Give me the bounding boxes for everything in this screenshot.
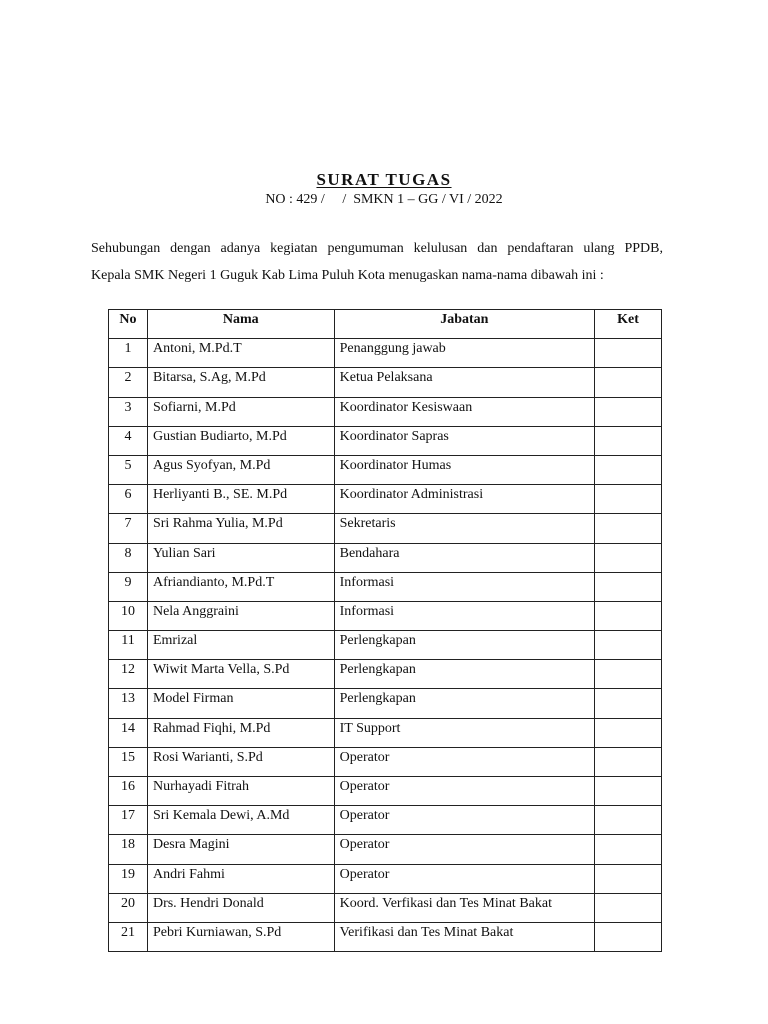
cell-jabatan: Koordinator Kesiswaan xyxy=(334,397,594,426)
table-row xyxy=(109,718,662,747)
cell-ket xyxy=(595,543,662,572)
cell-no: 5 xyxy=(109,455,148,484)
cell-nama: Andri Fahmi xyxy=(147,864,334,893)
table-row xyxy=(109,864,662,893)
cell-nama: Sofiarni, M.Pd xyxy=(147,397,334,426)
cell-nama: Afriandianto, M.Pd.T xyxy=(147,572,334,601)
header-no: No xyxy=(109,310,148,339)
table-header-row xyxy=(109,310,662,339)
cell-jabatan: Operator xyxy=(334,777,594,806)
assignment-table xyxy=(108,309,662,952)
cell-ket xyxy=(595,893,662,922)
table-row xyxy=(109,572,662,601)
cell-no: 14 xyxy=(109,718,148,747)
cell-jabatan: Informasi xyxy=(334,601,594,630)
cell-no: 9 xyxy=(109,572,148,601)
cell-ket xyxy=(595,864,662,893)
cell-ket xyxy=(595,747,662,776)
cell-no: 11 xyxy=(109,631,148,660)
cell-nama: Sri Rahma Yulia, M.Pd xyxy=(147,514,334,543)
cell-ket xyxy=(595,835,662,864)
cell-ket xyxy=(595,572,662,601)
header-jabatan: Jabatan xyxy=(334,310,594,339)
cell-no: 7 xyxy=(109,514,148,543)
cell-ket xyxy=(595,397,662,426)
cell-ket xyxy=(595,718,662,747)
cell-no: 15 xyxy=(109,747,148,776)
cell-nama: Gustian Budiarto, M.Pd xyxy=(147,426,334,455)
cell-ket xyxy=(595,660,662,689)
table-row xyxy=(109,543,662,572)
cell-jabatan: Koord. Verfikasi dan Tes Minat Bakat xyxy=(334,893,594,922)
cell-jabatan: Verifikasi dan Tes Minat Bakat xyxy=(334,922,594,951)
cell-ket xyxy=(595,601,662,630)
table-row xyxy=(109,747,662,776)
cell-nama: Nurhayadi Fitrah xyxy=(147,777,334,806)
cell-nama: Pebri Kurniawan, S.Pd xyxy=(147,922,334,951)
cell-no: 17 xyxy=(109,806,148,835)
cell-no: 10 xyxy=(109,601,148,630)
cell-jabatan: Bendahara xyxy=(334,543,594,572)
table-body xyxy=(109,339,662,952)
cell-nama: Nela Anggraini xyxy=(147,601,334,630)
cell-no: 8 xyxy=(109,543,148,572)
cell-jabatan: Sekretaris xyxy=(334,514,594,543)
table-row xyxy=(109,689,662,718)
cell-ket xyxy=(595,485,662,514)
cell-ket xyxy=(595,689,662,718)
cell-jabatan: Operator xyxy=(334,747,594,776)
cell-jabatan: Operator xyxy=(334,835,594,864)
cell-no: 12 xyxy=(109,660,148,689)
cell-ket xyxy=(595,368,662,397)
cell-ket xyxy=(595,806,662,835)
cell-no: 18 xyxy=(109,835,148,864)
cell-jabatan: Koordinator Administrasi xyxy=(334,485,594,514)
document-number: NO : 429 / / SMKN 1 – GG / VI / 2022 xyxy=(265,192,503,207)
cell-no: 13 xyxy=(109,689,148,718)
cell-no: 3 xyxy=(109,397,148,426)
header-nama: Nama xyxy=(147,310,334,339)
cell-no: 6 xyxy=(109,485,148,514)
table-row xyxy=(109,601,662,630)
header-ket: Ket xyxy=(595,310,662,339)
cell-ket xyxy=(595,514,662,543)
cell-no: 4 xyxy=(109,426,148,455)
cell-no: 2 xyxy=(109,368,148,397)
cell-jabatan: Ketua Pelaksana xyxy=(334,368,594,397)
cell-nama: Yulian Sari xyxy=(147,543,334,572)
cell-nama: Wiwit Marta Vella, S.Pd xyxy=(147,660,334,689)
cell-ket xyxy=(595,922,662,951)
cell-jabatan: Perlengkapan xyxy=(334,689,594,718)
cell-ket xyxy=(595,631,662,660)
cell-no: 20 xyxy=(109,893,148,922)
cell-jabatan: IT Support xyxy=(334,718,594,747)
intro-line-1: Sehubungan dengan adanya kegiatan pengumuman kelulusan dan pendaftaran ulang PPDB, xyxy=(91,241,663,256)
cell-no: 1 xyxy=(109,339,148,368)
cell-nama: Agus Syofyan, M.Pd xyxy=(147,455,334,484)
cell-no: 16 xyxy=(109,777,148,806)
cell-jabatan: Perlengkapan xyxy=(334,660,594,689)
cell-nama: Desra Magini xyxy=(147,835,334,864)
cell-nama: Drs. Hendri Donald xyxy=(147,893,334,922)
table-row xyxy=(109,922,662,951)
document-title: SURAT TUGAS xyxy=(316,170,452,189)
table-row xyxy=(109,455,662,484)
table-row xyxy=(109,339,662,368)
table-row xyxy=(109,485,662,514)
cell-nama: Rosi Warianti, S.Pd xyxy=(147,747,334,776)
cell-jabatan: Perlengkapan xyxy=(334,631,594,660)
table-row xyxy=(109,893,662,922)
cell-ket xyxy=(595,777,662,806)
table-row xyxy=(109,777,662,806)
cell-nama: Herliyanti B., SE. M.Pd xyxy=(147,485,334,514)
cell-nama: Emrizal xyxy=(147,631,334,660)
cell-jabatan: Operator xyxy=(334,806,594,835)
cell-nama: Rahmad Fiqhi, M.Pd xyxy=(147,718,334,747)
cell-ket xyxy=(595,426,662,455)
intro-line-2: Kepala SMK Negeri 1 Guguk Kab Lima Puluh Kota menugaskan nama-nama dibawah ini : xyxy=(91,268,604,283)
intro-paragraph xyxy=(91,235,663,289)
table-row xyxy=(109,397,662,426)
table-row xyxy=(109,806,662,835)
cell-nama: Antoni, M.Pd.T xyxy=(147,339,334,368)
table-row xyxy=(109,368,662,397)
cell-jabatan: Koordinator Humas xyxy=(334,455,594,484)
table-row xyxy=(109,514,662,543)
table-row xyxy=(109,835,662,864)
cell-nama: Model Firman xyxy=(147,689,334,718)
table-row xyxy=(109,426,662,455)
cell-jabatan: Penanggung jawab xyxy=(334,339,594,368)
cell-nama: Sri Kemala Dewi, A.Md xyxy=(147,806,334,835)
cell-nama: Bitarsa, S.Ag, M.Pd xyxy=(147,368,334,397)
cell-no: 19 xyxy=(109,864,148,893)
table-row xyxy=(109,660,662,689)
cell-ket xyxy=(595,455,662,484)
cell-no: 21 xyxy=(109,922,148,951)
table-row xyxy=(109,631,662,660)
cell-jabatan: Koordinator Sapras xyxy=(334,426,594,455)
cell-jabatan: Operator xyxy=(334,864,594,893)
cell-ket xyxy=(595,339,662,368)
cell-jabatan: Informasi xyxy=(334,572,594,601)
